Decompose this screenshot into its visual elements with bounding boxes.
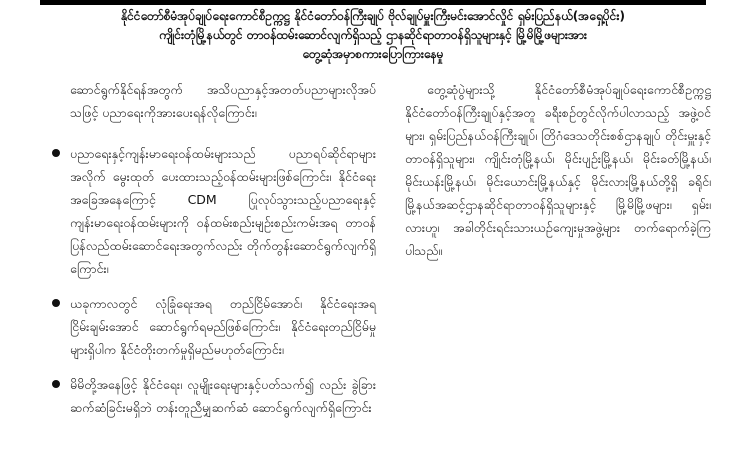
bullet-text: မိမိတို့အနေဖြင့် နိုင်ငံရေး၊ လူမျိုးရေးများနှင့်ပတ်သက်၍ လည်း ခွဲခြားဆက်ဆံခြင်းမရှိဘဲ တန်းတူညီမျှဆက်ဆံ ဆောင်ရွက်လျက်ရှိကြောင်း: [70, 377, 376, 415]
left-intro-paragraph: ဆောင်ရွက်နိုင်ရန်အတွက် အသိပညာနှင့်အတတ်ပညာများလိုအပ်သဖြင့် ပညာရေးကိုအားပေးရန်လိုကြောင်း၊: [70, 82, 376, 120]
header-line-1: နိုင်ငံတော်စီမံအုပ်ချုပ်ရေးကောင်စီဥက္ကဋ္ဌ နိုင်ငံတော်ဝန်ကြီးချုပ် ဗိုလ်ချုပ်မှူးကြီးမင်းအောင်လှိုင် ရှမ်းပြည်နယ်(အရှေ့ပိုင်း): [121, 9, 625, 23]
right-column: [405, 78, 711, 262]
header-line-2: ကျိုင်းတုံမြို့နယ်တွင် တာဝန်ထမ်းဆောင်လျက်ရှိသည့် ဌာနဆိုင်ရာတာဝန်ရှိသူများနှင့် မြို့မိမြို့ဖများအား: [159, 28, 587, 42]
header-line-3: တွေ့ဆုံအမှာစကားပြောကြားနေမှု: [302, 47, 444, 61]
bullet-text: ယခုကာလတွင် လုံခြုံရေးအရ တည်ငြိမ်အောင်၊ နိုင်ငံရေးအရ ငြိမ်းချမ်းအောင် ဆောင်ရွက်ရမည်ဖြစ်ကြောင်း၊ နိုင်ငံရေးတည်ငြိမ်မှုများရှိပါက နိုင်ငံတိုးတက်မှုရှိမည်မဟုတ်ကြောင်း၊: [70, 296, 376, 357]
bullet-list: [58, 142, 376, 419]
article-header: [40, 7, 706, 64]
bullet-dot-icon: [52, 380, 60, 388]
bullet-text: ပညာရေးနှင့်ကျန်းမာရေးဝန်ထမ်းများသည် ပညာရပ်ဆိုင်ရာများအလိုက် မွေးထုတ် ပေးထားသည့်ဝန်ထမ်းများဖြစ်ကြောင်း၊ နိုင်ငံရေးအခြေအနေကြောင့် CDM ပြုလုပ်သွားသည့်ပညာရေးနှင့် ကျန်းမာရေးဝန်ထမ်းများကို ဝန်ထမ်းစည်းမျဉ်းစည်းကမ်းအရ တာဝန်ပြန်လည်ထမ်းဆောင်ရေးအတွက်လည်း တိုက်တွန်းဆောင်ရွက်လျက်ရှိကြောင်း၊: [70, 146, 376, 276]
bullet-dot-icon: [52, 299, 60, 307]
bullet-dot-icon: [52, 149, 60, 157]
bullet-item: [58, 373, 376, 419]
top-rule: [40, 0, 706, 5]
bullet-item: [58, 142, 376, 280]
right-paragraph: တွေ့ဆုံပွဲများသို့ နိုင်ငံတော်စီမံအုပ်ချုပ်ရေးကောင်စီဥက္ကဋ္ဌ နိုင်ငံတော်ဝန်ကြီးချုပ်နှင့်အတူ ခရီးစဉ်တွင်လိုက်ပါလာသည့် အဖွဲ့ဝင်များ၊ ရှမ်းပြည်နယ်ဝန်ကြီးချုပ်၊ တြိဂံဒေသတိုင်းစစ်ဌာနချုပ် တိုင်းမှူးနှင့် တာဝန်ရှိသူများ၊ ကျိုင်းတုံမြို့နယ်၊ မိုင်းပျဉ်းမြို့နယ်၊ မိုင်းခတ်မြို့နယ်၊ မိုင်းယန်းမြို့နယ်၊ မိုင်းယောင်းမြို့နယ်နှင့် မိုင်းလားမြို့နယ်တို့ရှိ ခရိုင်၊ မြို့နယ်အဆင့်ဌာနဆိုင်ရာတာဝန်ရှိသူများနှင့် မြို့မိမြို့ဖများ၊ ရှမ်း၊ လားဟူ၊ အခါတိုင်းရင်းသားယဉ်ကျေးမှုအဖွဲ့များ တက်ရောက်ခဲ့ကြပါသည်။: [405, 82, 711, 258]
bullet-item: [58, 292, 376, 361]
left-column: [58, 78, 376, 431]
